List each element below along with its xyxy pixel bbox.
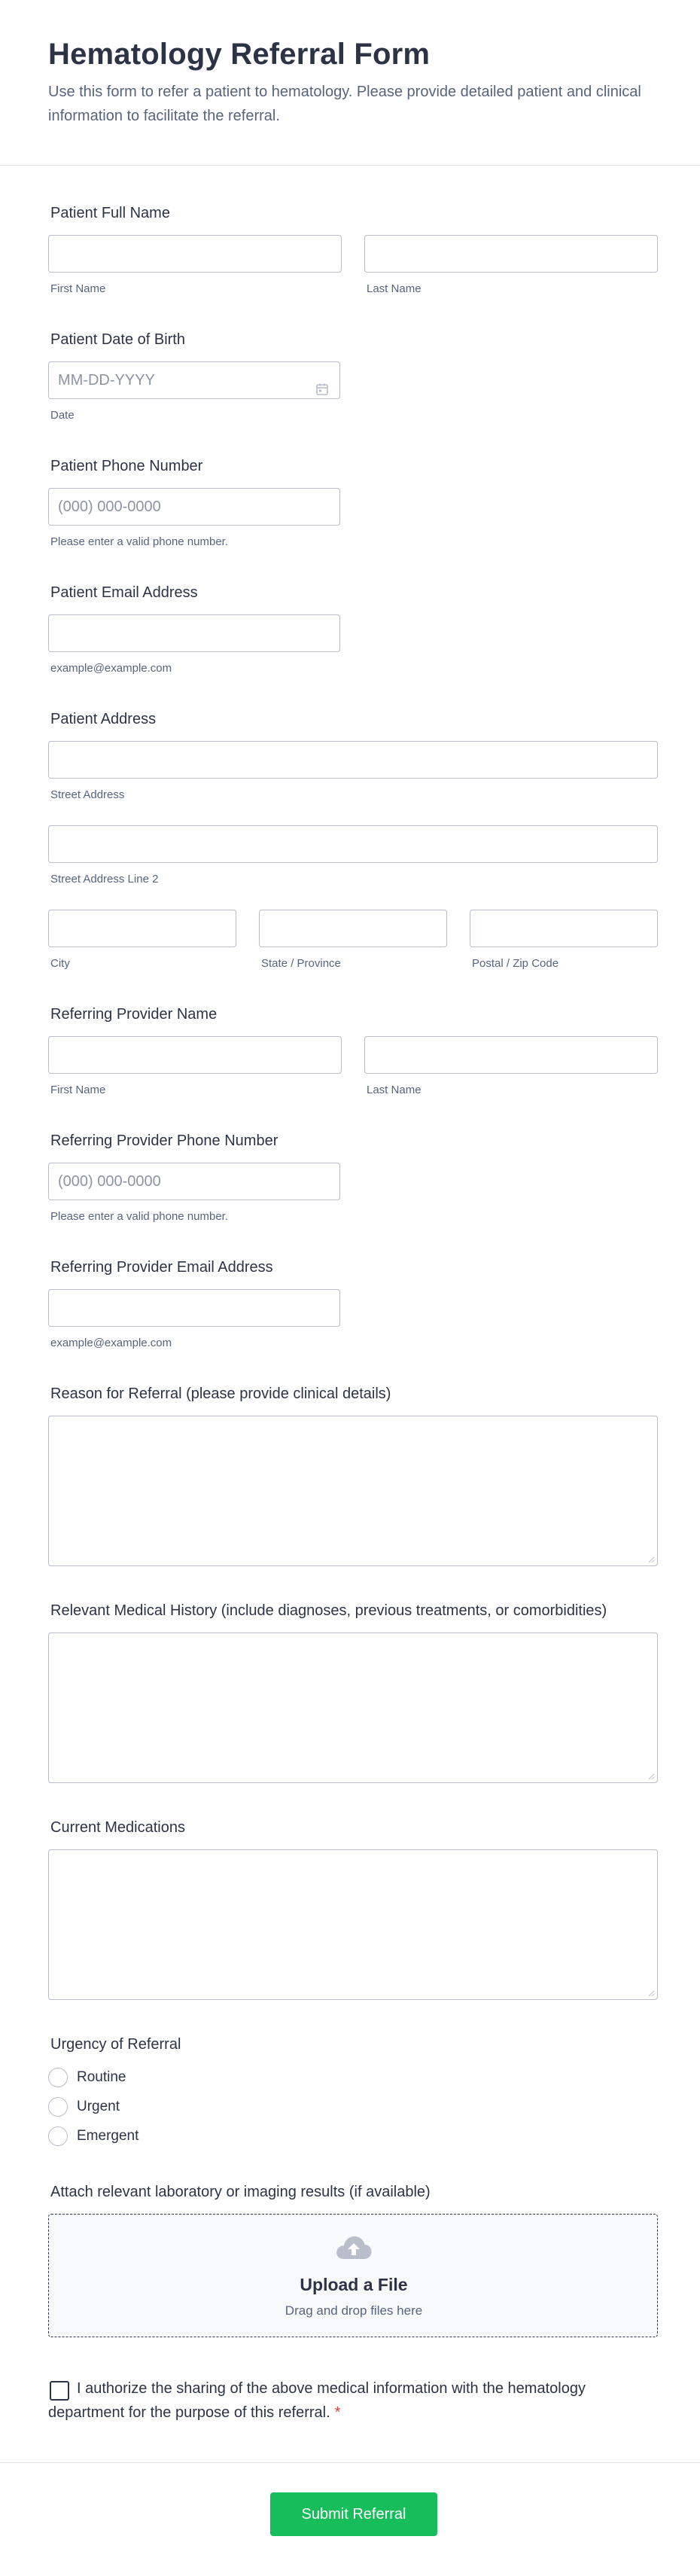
- patient-last-name-sublabel: Last Name: [367, 282, 422, 295]
- radio-button[interactable]: [48, 2126, 68, 2146]
- form-footer: [0, 2462, 700, 2576]
- reason-field: [48, 1383, 658, 1571]
- provider-phone-label: Referring Provider Phone Number: [50, 1133, 278, 1149]
- provider-last-name-input[interactable]: [364, 1036, 658, 1074]
- resize-grip-icon[interactable]: [647, 1773, 655, 1780]
- medications-label: Current Medications: [50, 1819, 185, 1836]
- patient-phone-label: Patient Phone Number: [50, 458, 203, 474]
- city-input[interactable]: [48, 910, 236, 947]
- radio-button[interactable]: [48, 2097, 68, 2117]
- zip-sublabel: Postal / Zip Code: [472, 957, 559, 970]
- patient-phone-input[interactable]: [48, 488, 340, 526]
- patient-last-name-input[interactable]: [364, 235, 658, 273]
- patient-address-field: [48, 708, 658, 979]
- patient-dob-label: Patient Date of Birth: [50, 331, 185, 348]
- patient-dob-field: [48, 328, 658, 426]
- patient-email-field: [48, 581, 658, 679]
- reason-textarea[interactable]: [48, 1416, 658, 1566]
- form-header: [0, 0, 700, 166]
- urgency-option-label: Emergent: [77, 2128, 139, 2144]
- medications-field: [48, 1816, 658, 2004]
- urgency-option-label: Urgent: [77, 2099, 120, 2114]
- urgency-field: [48, 2033, 658, 2154]
- medications-textarea[interactable]: [48, 1849, 658, 2000]
- cloud-upload-icon: [335, 2234, 373, 2261]
- submit-button[interactable]: Submit Referral: [270, 2492, 437, 2536]
- history-field: [48, 1599, 658, 1788]
- patient-dob-sublabel: Date: [50, 409, 75, 422]
- required-asterisk: *: [334, 2404, 341, 2421]
- provider-email-input[interactable]: [48, 1289, 340, 1327]
- radio-button[interactable]: [48, 2068, 68, 2087]
- provider-phone-field: [48, 1129, 658, 1227]
- consent-label: [48, 2376, 605, 2425]
- street-address-input[interactable]: [48, 741, 658, 779]
- attachments-label: Attach relevant laboratory or imaging results (if available): [50, 2184, 431, 2200]
- form-description: Use this form to refer a patient to hematology. Please provide detailed patient and clinical information to facilitate the referral.: [48, 84, 641, 124]
- provider-phone-sublabel: Please enter a valid phone number.: [50, 1210, 228, 1223]
- urgency-option-routine[interactable]: [48, 2066, 126, 2089]
- upload-title: Upload a File: [300, 2275, 408, 2294]
- reason-label: Reason for Referral (please provide clinical details): [50, 1386, 391, 1402]
- provider-phone-placeholder: (000) 000-0000: [58, 1173, 161, 1190]
- patient-dob-placeholder: MM-DD-YYYY: [58, 372, 155, 389]
- attachments-field: [48, 2181, 658, 2346]
- street-address-line2-sublabel: Street Address Line 2: [50, 873, 159, 886]
- provider-first-name-sublabel: First Name: [50, 1084, 106, 1096]
- urgency-option-emergent[interactable]: [48, 2125, 138, 2148]
- provider-name-field: [48, 1003, 658, 1101]
- patient-first-name-sublabel: First Name: [50, 282, 106, 295]
- patient-name-field: [48, 202, 658, 300]
- patient-email-input[interactable]: [48, 614, 340, 652]
- provider-email-label: Referring Provider Email Address: [50, 1259, 273, 1276]
- patient-email-label: Patient Email Address: [50, 584, 198, 601]
- resize-grip-icon[interactable]: [647, 1556, 655, 1563]
- file-upload-dropzone[interactable]: [48, 2214, 658, 2337]
- provider-first-name-input[interactable]: [48, 1036, 342, 1074]
- provider-name-label: Referring Provider Name: [50, 1006, 218, 1023]
- patient-phone-placeholder: (000) 000-0000: [58, 498, 161, 515]
- history-label: Relevant Medical History (include diagnoses, previous treatments, or comorbidities): [50, 1602, 607, 1619]
- patient-name-label: Patient Full Name: [50, 205, 170, 221]
- patient-first-name-input[interactable]: [48, 235, 342, 273]
- provider-email-field: [48, 1256, 658, 1354]
- state-sublabel: State / Province: [261, 957, 341, 970]
- provider-last-name-sublabel: Last Name: [367, 1084, 422, 1096]
- urgency-label: Urgency of Referral: [50, 2036, 181, 2053]
- patient-phone-sublabel: Please enter a valid phone number.: [50, 535, 228, 548]
- street-address-sublabel: Street Address: [50, 788, 125, 801]
- consent-text: I authorize the sharing of the above medical information with the hematology department for the purpose of this referral.: [48, 2380, 586, 2421]
- urgency-option-label: Routine: [77, 2069, 126, 2085]
- street-address-line2-input[interactable]: [48, 825, 658, 863]
- provider-email-sublabel: example@example.com: [50, 1337, 172, 1349]
- history-textarea[interactable]: [48, 1632, 658, 1783]
- state-input[interactable]: [259, 910, 447, 947]
- patient-phone-field: [48, 455, 658, 553]
- city-sublabel: City: [50, 957, 70, 970]
- urgency-option-urgent[interactable]: [48, 2096, 120, 2118]
- zip-input[interactable]: [470, 910, 658, 947]
- patient-address-label: Patient Address: [50, 711, 157, 727]
- patient-email-sublabel: example@example.com: [50, 662, 172, 675]
- calendar-icon[interactable]: [315, 373, 329, 387]
- upload-subtitle: Drag and drop files here: [285, 2303, 423, 2318]
- patient-dob-input[interactable]: [48, 361, 340, 399]
- provider-phone-input[interactable]: [48, 1163, 340, 1200]
- form-title: Hematology Referral Form: [48, 38, 431, 71]
- resize-grip-icon[interactable]: [647, 1989, 655, 1997]
